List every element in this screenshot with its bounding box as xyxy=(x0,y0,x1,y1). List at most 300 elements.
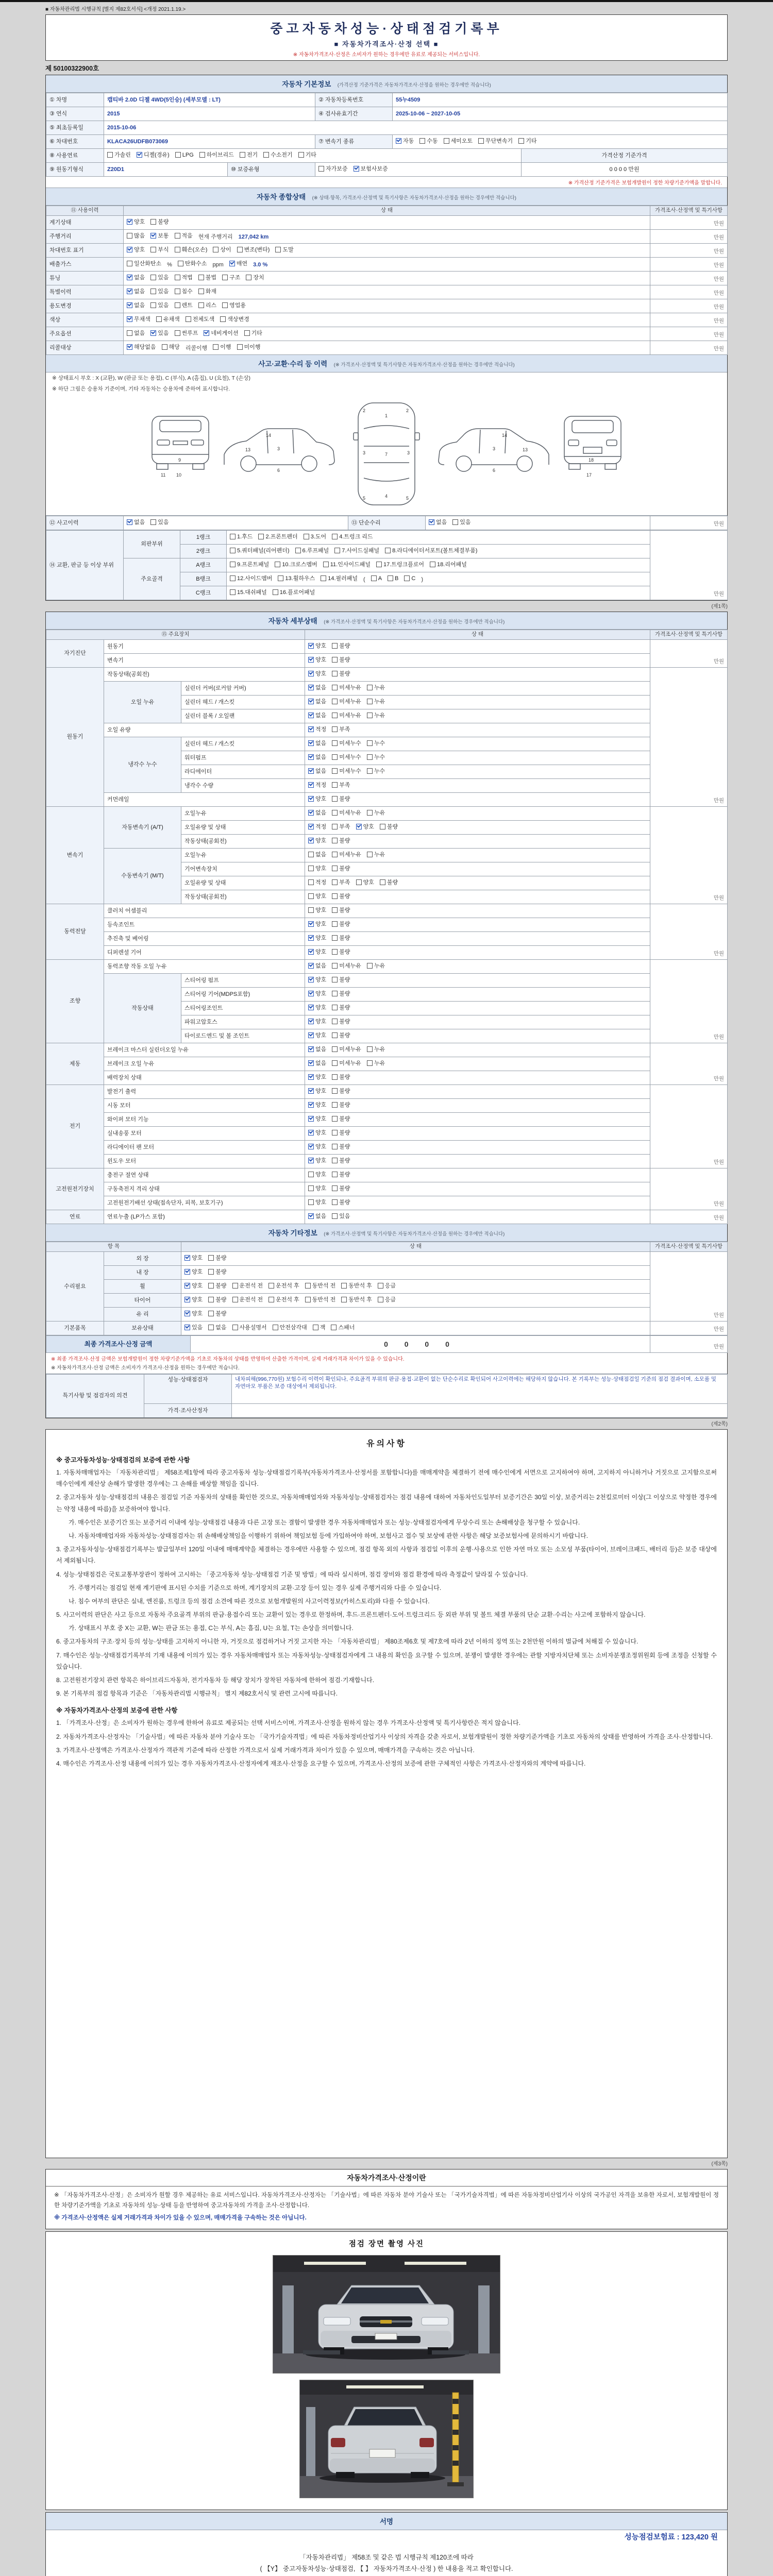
checkbox-label: 부족 xyxy=(339,823,350,830)
checkbox-없음[interactable] xyxy=(308,809,326,817)
checkbox-불량[interactable] xyxy=(332,1088,350,1095)
checkbox-12.사이드멤버[interactable] xyxy=(230,575,272,582)
final-price-note-1: ※ 최종 가격조사·산정 금액은 보험개발원이 정한 차량기준가액을 기초로 자동차의 상태를 반영하여 산출한 가격이며, 실제 거래가격과 차이가 있을 수 있습니다. xyxy=(51,1357,405,1362)
checkbox-label: 11.인사이드패널 xyxy=(330,561,371,568)
checkbox-양호[interactable] xyxy=(127,218,145,226)
checkbox-없음[interactable] xyxy=(308,1046,326,1053)
checkbox-영업용[interactable] xyxy=(222,302,246,309)
data-cell xyxy=(393,135,728,149)
checkbox-8.라디에이터서포트(볼트체결부품)[interactable] xyxy=(385,547,477,554)
checkbox-리스[interactable] xyxy=(198,302,216,309)
checkbox-누유[interactable] xyxy=(367,712,385,719)
checkbox-미세누유[interactable] xyxy=(332,698,361,705)
checkbox-부족[interactable] xyxy=(332,782,350,789)
checkbox-15.대쉬패널[interactable] xyxy=(230,589,267,596)
table-row xyxy=(46,216,728,230)
checkbox-적음[interactable] xyxy=(175,232,193,240)
checkbox-불량[interactable] xyxy=(332,642,350,650)
checkbox-불량[interactable] xyxy=(332,893,350,900)
checkbox-불량[interactable] xyxy=(332,670,350,677)
checkbox-상이[interactable] xyxy=(213,246,231,253)
checkbox-적정[interactable] xyxy=(308,823,326,831)
checkbox-있음[interactable] xyxy=(150,274,169,281)
checkbox-있음[interactable] xyxy=(184,1324,203,1331)
checkbox-불량[interactable] xyxy=(332,795,350,803)
checkbox-불량[interactable] xyxy=(208,1268,226,1276)
checkbox-불량[interactable] xyxy=(332,1004,350,1011)
checkbox-기타[interactable] xyxy=(298,151,316,159)
checkbox-양호[interactable] xyxy=(184,1255,203,1262)
checkbox-기타[interactable] xyxy=(518,138,536,145)
pricing-info-paragraph-2: ※ 가격조사·산정액은 실제 거래가격과 차이가 있을 수 있으며, 매매가격을 구속하는 것은 아닙니다. xyxy=(54,2215,307,2222)
checkbox-불량[interactable] xyxy=(208,1282,226,1290)
checkbox-불량[interactable] xyxy=(150,218,169,226)
checkbox-양호[interactable] xyxy=(308,1032,326,1039)
checkbox-LPG[interactable] xyxy=(175,151,194,159)
checkbox-양호[interactable] xyxy=(308,1115,326,1123)
checkbox-10.크로스멤버[interactable] xyxy=(275,561,317,568)
checkbox-label: 적정 xyxy=(315,879,327,886)
checkbox-icon xyxy=(308,935,314,941)
notice-paragraph: 4. 매수인은 가격조사·산정 내용에 이의가 있는 경우 자동차가격조사·산정자에게 재조사·산정을 요구할 수 있으며, 가격조사·산정의 보증에 관한 구체적인 사항은 가격조사·산정자와의 계약에 따릅니다. xyxy=(56,1759,586,1767)
checkbox-있음[interactable] xyxy=(150,302,169,309)
checkbox-동반석 전[interactable] xyxy=(305,1282,336,1290)
checkbox-11.인사이드패널[interactable] xyxy=(323,561,371,568)
option-text: % xyxy=(167,262,172,268)
checkbox-C[interactable] xyxy=(404,575,415,582)
checkbox-13.휠하우스[interactable] xyxy=(278,575,315,582)
checkbox-누수[interactable] xyxy=(367,754,385,761)
data-cell: 등속조인트 xyxy=(104,918,305,932)
checkbox-icon xyxy=(184,1255,190,1261)
checkbox-없음[interactable] xyxy=(127,519,145,526)
data-cell: 변속기 xyxy=(104,654,305,668)
checkbox-불량[interactable] xyxy=(332,935,350,942)
checkbox-수동[interactable] xyxy=(419,138,438,145)
checkbox-동반석 후[interactable] xyxy=(341,1282,372,1290)
data-cell xyxy=(305,779,650,793)
checkbox-자동[interactable] xyxy=(396,138,414,145)
checkbox-양호[interactable] xyxy=(308,1143,326,1150)
checkbox-양호[interactable] xyxy=(308,670,326,677)
checkbox-누유[interactable] xyxy=(367,851,385,858)
pricing-info-body xyxy=(46,2187,727,2229)
checkbox-누수[interactable] xyxy=(367,740,385,747)
data-cell: 최종 가격조사·산정 금액 xyxy=(46,1336,191,1353)
checkbox-17.트렁크플로어[interactable] xyxy=(376,561,424,568)
data-cell xyxy=(305,654,650,668)
checkbox-3.도어[interactable] xyxy=(304,533,326,540)
checkbox-누유[interactable] xyxy=(367,1060,385,1067)
checkbox-부족[interactable] xyxy=(332,726,350,733)
notice-paragraph: 가. 매수인은 보증기간 또는 보증거리 이내에 성능·상태점검 내용과 다른 고장 또는 결함이 발생한 경우 자동차매매업자 또는 성능·상태점검자에게 무상수리 또는 손해배상을 청구할 수 있습니다. xyxy=(69,1518,580,1526)
checkbox-사용설명서[interactable] xyxy=(232,1324,267,1331)
checkbox-불량[interactable] xyxy=(380,879,398,886)
checkbox-없음[interactable] xyxy=(308,1060,326,1067)
checkbox-불량[interactable] xyxy=(208,1310,226,1317)
checkbox-양호[interactable] xyxy=(356,823,374,831)
checkbox-양호[interactable] xyxy=(184,1296,203,1303)
checkbox-14.필러패널[interactable] xyxy=(321,575,358,582)
checkbox-양호[interactable] xyxy=(308,921,326,928)
table-row xyxy=(46,206,728,216)
checkbox-세미오토[interactable] xyxy=(444,138,473,145)
checkbox-label: 10.크로스멤버 xyxy=(282,561,317,568)
label-cell: ③ 연식 xyxy=(46,107,104,121)
checkbox-label: 17.트렁크플로어 xyxy=(383,561,425,568)
checkbox-icon xyxy=(308,754,314,760)
checkbox-운전석 후[interactable] xyxy=(268,1282,299,1290)
checkbox-누유[interactable] xyxy=(367,962,385,970)
checkbox-없음[interactable] xyxy=(127,302,145,309)
table-row xyxy=(46,341,728,355)
checkbox-label: 양호 xyxy=(315,935,327,941)
checkbox-미세누수[interactable] xyxy=(332,768,361,775)
checkbox-6.루프패널[interactable] xyxy=(295,547,329,554)
checkbox-있음[interactable] xyxy=(332,1213,350,1220)
checkbox-부족[interactable] xyxy=(332,823,350,831)
checkbox-전체도색[interactable] xyxy=(186,316,215,323)
checkbox-없음[interactable] xyxy=(308,684,326,691)
checkbox-구조[interactable] xyxy=(222,274,240,281)
checkbox-9.프론트패널[interactable] xyxy=(230,561,269,568)
checkbox-부족[interactable] xyxy=(332,879,350,886)
checkbox-스패너[interactable] xyxy=(331,1324,355,1331)
checkbox-불량[interactable] xyxy=(332,837,350,844)
checkbox-있음[interactable] xyxy=(150,330,169,337)
checkbox-16.플로어패널[interactable] xyxy=(273,589,315,596)
checkbox-label: 양호 xyxy=(315,1101,327,1108)
data-cell: KLACA26UDFB073069 xyxy=(104,135,315,149)
checkbox-불량[interactable] xyxy=(332,1129,350,1137)
checkbox-누유[interactable] xyxy=(367,698,385,705)
checkbox-label: 부족 xyxy=(339,879,350,886)
checkbox-불량[interactable] xyxy=(332,990,350,997)
checkbox-미세누유[interactable] xyxy=(332,962,361,970)
checkbox-불량[interactable] xyxy=(380,823,398,831)
checkbox-동반석 전[interactable] xyxy=(305,1296,336,1303)
label-cell: 색상 xyxy=(46,313,124,327)
checkbox-없음[interactable] xyxy=(308,712,326,719)
checkbox-미세누유[interactable] xyxy=(332,1060,361,1067)
checkbox-운전석 전[interactable] xyxy=(232,1296,263,1303)
checkbox-label: 불량 xyxy=(215,1310,227,1317)
checkbox-label: 8.라디에이터서포트(볼트체결부품) xyxy=(392,547,478,554)
table-row xyxy=(46,1375,728,1404)
checkbox-디젤(경유)[interactable] xyxy=(137,151,170,159)
checkbox-네비게이션[interactable] xyxy=(204,330,238,337)
checkbox-가솔린[interactable] xyxy=(107,151,131,159)
checkbox-양호[interactable] xyxy=(308,837,326,844)
checkbox-양호[interactable] xyxy=(308,656,326,664)
checkbox-불량[interactable] xyxy=(332,1199,350,1206)
checkbox-양호[interactable] xyxy=(308,642,326,650)
checkbox-이행[interactable] xyxy=(213,344,231,351)
checkbox-label: 18.리어패널 xyxy=(437,561,467,568)
checkbox-장치[interactable] xyxy=(246,274,264,281)
checkbox-많음[interactable] xyxy=(127,232,145,240)
checkbox-없음[interactable] xyxy=(308,1213,326,1220)
checkbox-보험사보증[interactable] xyxy=(354,165,388,173)
checkbox-도말[interactable] xyxy=(275,246,293,253)
checkbox-label: 불량 xyxy=(339,865,350,872)
checkbox-icon xyxy=(127,302,132,308)
checkbox-icon xyxy=(237,247,243,252)
checkbox-icon xyxy=(308,685,314,690)
checkbox-양호[interactable] xyxy=(308,893,326,900)
checkbox-누유[interactable] xyxy=(367,684,385,691)
checkbox-A[interactable] xyxy=(371,575,382,582)
checkbox-icon xyxy=(332,991,338,996)
checkbox-불량[interactable] xyxy=(332,921,350,928)
checkbox-있음[interactable] xyxy=(150,519,169,526)
checkbox-침수[interactable] xyxy=(175,288,193,295)
table-row xyxy=(46,668,728,682)
option-group xyxy=(308,1159,356,1165)
checkbox-불량[interactable] xyxy=(332,1185,350,1192)
checkbox-불량[interactable] xyxy=(332,1143,350,1150)
checkbox-미세누수[interactable] xyxy=(332,754,361,761)
checkbox-양호[interactable] xyxy=(308,1171,326,1178)
checkbox-미세누유[interactable] xyxy=(332,809,361,817)
checkbox-있음[interactable] xyxy=(452,519,470,526)
table-row xyxy=(46,299,728,313)
checkbox-자가보증[interactable] xyxy=(318,165,348,173)
checkbox-없음[interactable] xyxy=(127,274,145,281)
checkbox-양호[interactable] xyxy=(308,907,326,914)
checkbox-양호[interactable] xyxy=(308,795,326,803)
option-group xyxy=(127,276,270,282)
checkbox-양호[interactable] xyxy=(308,990,326,997)
svg-text:14: 14 xyxy=(502,433,508,438)
checkbox-icon xyxy=(232,1283,238,1289)
checkbox-불량[interactable] xyxy=(332,1074,350,1081)
checkbox-없음[interactable] xyxy=(127,330,145,337)
checkbox-label: 동반석 전 xyxy=(312,1296,336,1303)
data-cell: 윈도우 모터 xyxy=(104,1155,305,1168)
notice-paragraph: 3. 가격조사·산정액은 가격조사·산정자가 객관적 기준에 따라 산정한 가격으로서 실제 거래가격과 차이가 있을 수 있으며, 매매가격을 구속하는 것은 아닙니다. xyxy=(56,1746,475,1754)
checkbox-양호[interactable] xyxy=(184,1268,203,1276)
header-cell: 항 목 xyxy=(46,1242,181,1252)
checkbox-전기[interactable] xyxy=(240,151,258,159)
checkbox-해당없음[interactable] xyxy=(127,344,156,351)
checkbox-양호[interactable] xyxy=(356,879,374,886)
checkbox-변조(변타)[interactable] xyxy=(237,246,270,253)
checkbox-없음[interactable] xyxy=(308,851,326,858)
data-cell xyxy=(305,709,650,723)
checkbox-불량[interactable] xyxy=(332,976,350,984)
checkbox-5.쿼터패널(리어펜더)[interactable] xyxy=(230,547,290,554)
checkbox-없음[interactable] xyxy=(308,740,326,747)
checkbox-양호[interactable] xyxy=(308,948,326,956)
checkbox-label: 불량 xyxy=(339,935,350,941)
document-number: 제 50100322900호 xyxy=(45,65,99,72)
checkbox-없음[interactable] xyxy=(127,288,145,295)
overall-condition-table xyxy=(46,206,728,355)
checkbox-없음[interactable] xyxy=(308,768,326,775)
checkbox-있음[interactable] xyxy=(150,288,169,295)
checkbox-미세누수[interactable] xyxy=(332,740,361,747)
checkbox-양호[interactable] xyxy=(308,1018,326,1025)
checkbox-불량[interactable] xyxy=(332,1032,350,1039)
checkbox-양호[interactable] xyxy=(308,1088,326,1095)
checkbox-부식[interactable] xyxy=(150,246,169,253)
data-cell xyxy=(305,751,650,765)
checkbox-없음[interactable] xyxy=(308,962,326,970)
checkbox-수소전기[interactable] xyxy=(263,151,293,159)
label-cell: ② 자동차등록번호 xyxy=(315,93,393,107)
checkbox-icon xyxy=(175,275,180,280)
accident-legend-2: ※ 하단 그림은 승용차 기준이며, 기타 자동차는 승용차에 준하여 표시합니다. xyxy=(52,386,230,392)
checkbox-label: 불량 xyxy=(339,1004,350,1011)
checkbox-icon xyxy=(150,233,156,239)
checkbox-무단변속기[interactable] xyxy=(478,138,513,145)
checkbox-해당[interactable] xyxy=(162,344,180,351)
checkbox-양호[interactable] xyxy=(308,1157,326,1164)
checkbox-양호[interactable] xyxy=(308,1185,326,1192)
checkbox-양호[interactable] xyxy=(184,1310,203,1317)
header-cell: 가격조사·산정액 및 특기사항 xyxy=(650,630,728,640)
checkbox-icon xyxy=(308,699,314,704)
checkbox-양호[interactable] xyxy=(308,935,326,942)
checkbox-label: 동반석 후 xyxy=(348,1296,372,1303)
checkbox-응급[interactable] xyxy=(378,1296,396,1303)
checkbox-불량[interactable] xyxy=(208,1296,226,1303)
checkbox-유채색[interactable] xyxy=(156,316,180,323)
option-group xyxy=(308,1089,356,1095)
checkbox-4.트렁크 리드[interactable] xyxy=(332,533,373,540)
checkbox-양호[interactable] xyxy=(308,1004,326,1011)
checkbox-불량[interactable] xyxy=(332,1171,350,1178)
checkbox-적법[interactable] xyxy=(175,274,193,281)
svg-text:3: 3 xyxy=(363,450,366,455)
table-row xyxy=(46,807,728,821)
checkbox-탄화수소[interactable] xyxy=(178,260,207,267)
option-group xyxy=(396,139,542,145)
checkbox-미세누유[interactable] xyxy=(332,851,361,858)
notices-title: 유의사항 xyxy=(366,1439,407,1448)
checkbox-18.리어패널[interactable] xyxy=(430,561,467,568)
checkbox-불량[interactable] xyxy=(332,948,350,956)
checkbox-없음[interactable] xyxy=(308,754,326,761)
checkbox-불량[interactable] xyxy=(332,656,350,664)
checkbox-label: 불량 xyxy=(339,921,350,927)
checkbox-응급[interactable] xyxy=(378,1282,396,1290)
checkbox-매연[interactable] xyxy=(229,260,247,267)
checkbox-icon xyxy=(321,575,326,581)
checkbox-잭[interactable] xyxy=(313,1324,326,1331)
checkbox-화재[interactable] xyxy=(198,288,216,295)
header-cell: 상 태 xyxy=(305,630,650,640)
checkbox-적정[interactable] xyxy=(308,782,326,789)
checkbox-양호[interactable] xyxy=(308,1074,326,1081)
option-group xyxy=(308,672,356,678)
checkbox-icon xyxy=(452,519,458,525)
checkbox-양호[interactable] xyxy=(127,246,145,253)
label-cell: 고전원전기장치 xyxy=(46,1168,104,1210)
checkbox-미세누유[interactable] xyxy=(332,1046,361,1053)
checkbox-안전삼각대[interactable] xyxy=(273,1324,307,1331)
checkbox-양호[interactable] xyxy=(184,1282,203,1290)
checkbox-동반석 후[interactable] xyxy=(341,1296,372,1303)
checkbox-양호[interactable] xyxy=(308,865,326,872)
checkbox-B[interactable] xyxy=(388,575,398,582)
checkbox-label: 네비게이션 xyxy=(211,330,239,336)
checkbox-label: 불량 xyxy=(386,879,398,886)
checkbox-불량[interactable] xyxy=(332,1157,350,1164)
checkbox-기타[interactable] xyxy=(244,330,262,337)
checkbox-불량[interactable] xyxy=(332,907,350,914)
checkbox-누수[interactable] xyxy=(367,768,385,775)
checkbox-불법[interactable] xyxy=(198,274,216,281)
checkbox-1.후드[interactable] xyxy=(230,533,253,540)
option-group xyxy=(429,520,477,527)
checkbox-양호[interactable] xyxy=(308,1101,326,1109)
svg-text:2: 2 xyxy=(406,408,409,413)
checkbox-2.프론트펜더[interactable] xyxy=(258,533,297,540)
table-row xyxy=(46,960,728,974)
checkbox-훼손(오손)[interactable] xyxy=(175,246,208,253)
table-row xyxy=(46,163,728,177)
table-row xyxy=(46,654,728,668)
checkbox-렌트[interactable] xyxy=(175,302,193,309)
option-group xyxy=(127,290,222,296)
checkbox-색상변경[interactable] xyxy=(220,316,249,323)
checkbox-일산화탄소[interactable] xyxy=(127,260,161,267)
data-cell: 실린더 커버(로커암 커버) xyxy=(181,682,305,696)
checkbox-label: 불량 xyxy=(215,1268,227,1275)
data-cell xyxy=(124,341,650,355)
checkbox-누유[interactable] xyxy=(367,1046,385,1053)
checkbox-적정[interactable] xyxy=(308,726,326,733)
title-block xyxy=(45,14,728,61)
option-group xyxy=(318,167,394,173)
checkbox-불량[interactable] xyxy=(332,865,350,872)
checkbox-누유[interactable] xyxy=(367,809,385,817)
checkbox-불량[interactable] xyxy=(332,1101,350,1109)
checkbox-불량[interactable] xyxy=(208,1255,226,1262)
checkbox-썬루프[interactable] xyxy=(175,330,198,337)
checkbox-보통[interactable] xyxy=(150,232,169,240)
checkbox-label: 양호 xyxy=(315,1199,327,1206)
table-row xyxy=(46,918,728,932)
checkbox-없음[interactable] xyxy=(308,698,326,705)
option-group xyxy=(308,936,356,942)
svg-text:4: 4 xyxy=(385,494,388,499)
data-cell: 라디에이터 팬 모터 xyxy=(104,1141,305,1155)
checkbox-무채색[interactable] xyxy=(127,316,150,323)
checkbox-없음[interactable] xyxy=(429,519,447,526)
checkbox-icon xyxy=(419,138,425,144)
checkbox-적정[interactable] xyxy=(308,879,326,886)
checkbox-양호[interactable] xyxy=(308,976,326,984)
checkbox-icon xyxy=(332,1074,338,1080)
checkbox-미세누유[interactable] xyxy=(332,684,361,691)
checkbox-양호[interactable] xyxy=(308,1129,326,1137)
checkbox-양호[interactable] xyxy=(308,1199,326,1206)
checkbox-운전석 후[interactable] xyxy=(268,1296,299,1303)
checkbox-미이행[interactable] xyxy=(237,344,261,351)
checkbox-불량[interactable] xyxy=(332,1115,350,1123)
checkbox-하이브리드[interactable] xyxy=(199,151,234,159)
checkbox-7.사이드실패널[interactable] xyxy=(334,547,379,554)
checkbox-없음[interactable] xyxy=(208,1324,226,1331)
checkbox-운전석 전[interactable] xyxy=(232,1282,263,1290)
checkbox-label: 디젤(경유) xyxy=(143,151,170,158)
checkbox-불량[interactable] xyxy=(332,1018,350,1025)
checkbox-미세누유[interactable] xyxy=(332,712,361,719)
checkbox-icon xyxy=(308,643,314,649)
